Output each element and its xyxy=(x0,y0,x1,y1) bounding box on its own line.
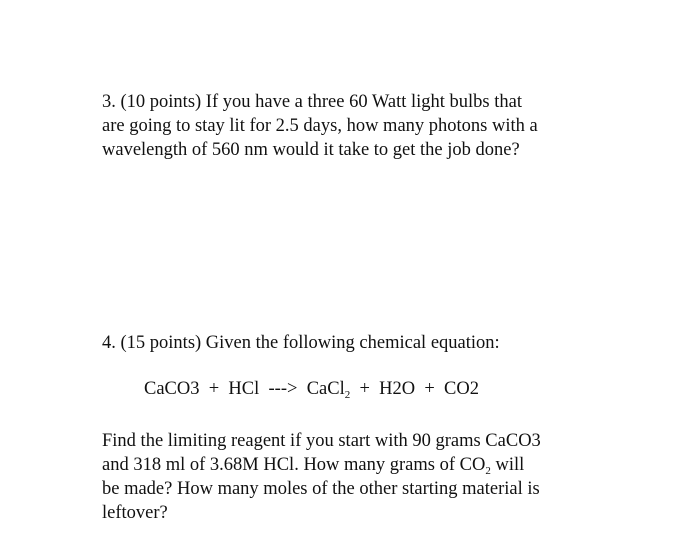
question-4-line-1: Find the limiting reagent if you start with 90 grams CaCO3 xyxy=(102,431,541,451)
question-4-line-2-a: and 318 ml of 3.68M HCl. How many grams of CO xyxy=(102,455,486,475)
question-4-line-2 xyxy=(102,453,602,477)
equation-products: + H2O + CO2 xyxy=(350,379,480,399)
question-3-line-1: 3. (10 points) If you have a three 60 Watt light bulbs that xyxy=(102,92,522,112)
question-4-line-3: be made? How many moles of the other starting material is xyxy=(102,479,540,499)
question-4-line-2-b: will xyxy=(490,455,525,475)
equation-subscript: 2 xyxy=(344,389,351,401)
question-4-heading xyxy=(102,331,602,355)
question-3 xyxy=(102,90,602,162)
equation-reactants: CaCO3 + HCl ---> CaCl xyxy=(144,379,345,399)
question-3-line-2: are going to stay lit for 2.5 days, how many photons with a xyxy=(102,116,538,136)
co2-subscript: 2 xyxy=(485,465,491,477)
question-3-line-3: wavelength of 560 nm would it take to get the job done? xyxy=(102,140,520,160)
question-4-line-4: leftover? xyxy=(102,503,168,523)
chemical-equation xyxy=(144,377,479,401)
question-4-body xyxy=(102,429,602,525)
question-4-heading-text: 4. (15 points) Given the following chemical equation: xyxy=(102,333,500,353)
